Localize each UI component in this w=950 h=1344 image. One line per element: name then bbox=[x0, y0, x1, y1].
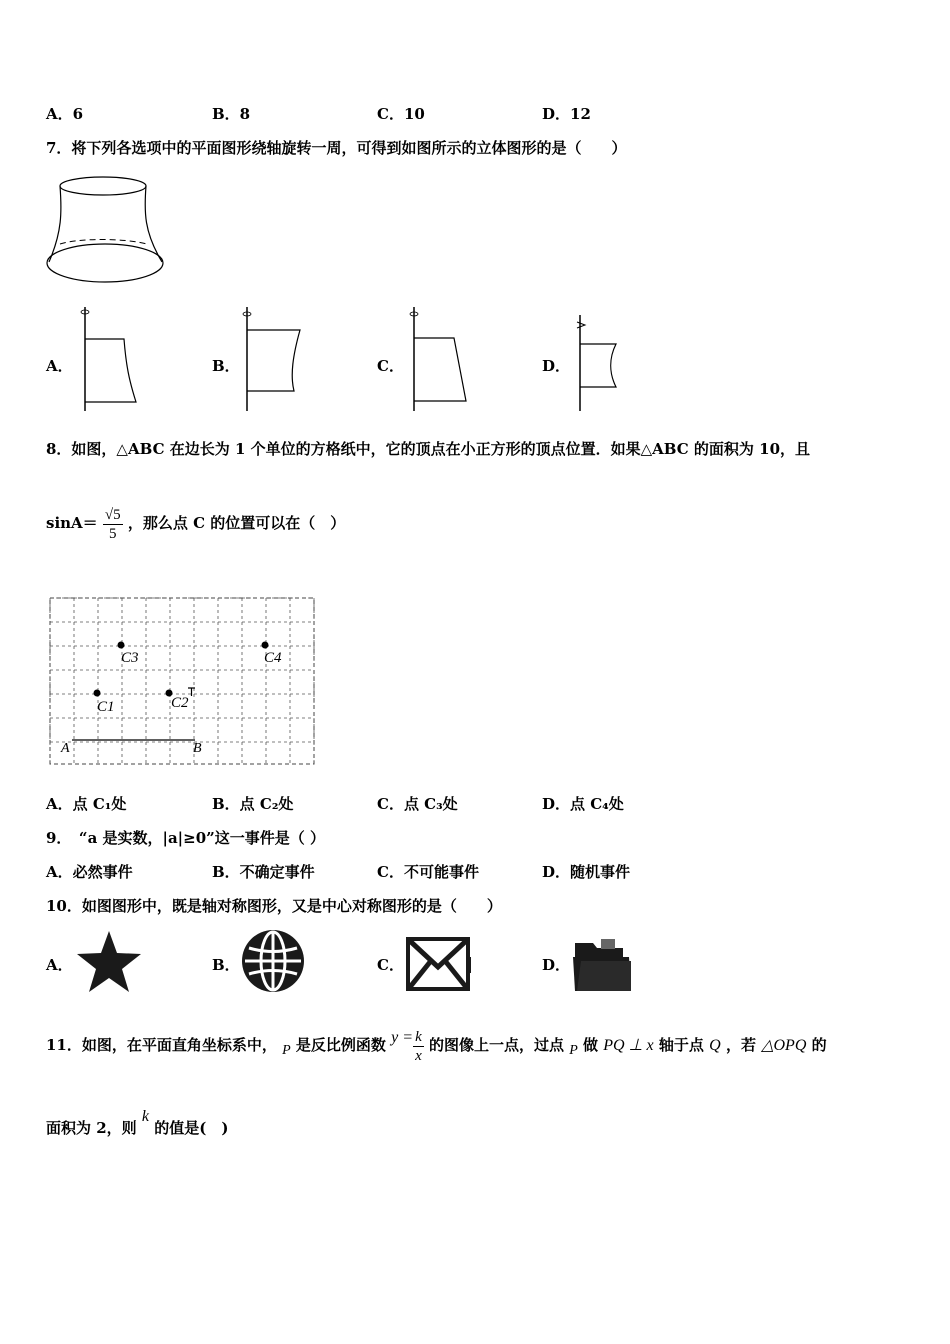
q11-part5: 轴于点 bbox=[658, 1036, 704, 1054]
q8-frac-num: √5 bbox=[104, 506, 121, 523]
q11-part6: ，若 bbox=[725, 1036, 756, 1054]
envelope-icon bbox=[406, 933, 472, 995]
q6-option-a: A．6 bbox=[46, 105, 84, 123]
q8-frac-den: 5 bbox=[109, 525, 117, 542]
q7-figure-c bbox=[405, 305, 475, 413]
q11-k-over-x bbox=[413, 1028, 424, 1065]
q10-question: 10．如图图形中，既是轴对称图形，又是中心对称图形的是（ ） bbox=[46, 897, 502, 915]
q7-question: 7．将下列各选项中的平面图形绕轴旋转一周，可得到如图所示的立体图形的是（ ） bbox=[46, 139, 627, 157]
q11-triangle-opq: △OPQ bbox=[761, 1037, 807, 1054]
q8-sin-fraction bbox=[103, 506, 123, 543]
q9-option-c: C．不可能事件 bbox=[377, 863, 479, 881]
q8-label-b: B bbox=[193, 741, 202, 756]
q11-y-eq: y = bbox=[391, 1029, 414, 1046]
q11-frac-k: k bbox=[415, 1028, 422, 1045]
q11-var-p1: P bbox=[282, 1043, 291, 1058]
q8-label-c3: C3 bbox=[121, 650, 139, 666]
q7-figure-b bbox=[238, 305, 308, 413]
q11-part7: 的 bbox=[811, 1036, 827, 1054]
q7-option-d: D． bbox=[542, 357, 571, 375]
q11-var-p2: P bbox=[569, 1043, 578, 1058]
q8-option-c: C．点 C₃处 bbox=[377, 795, 458, 813]
q10-option-a: A． bbox=[46, 956, 73, 974]
q11-part1: 11．如图，在平面直角坐标系中， bbox=[46, 1036, 277, 1054]
q11-question-line1 bbox=[46, 1018, 827, 1074]
q8-point-c3 bbox=[118, 642, 125, 649]
q8-question-line2 bbox=[46, 505, 345, 543]
q8-option-a: A．点 C₁处 bbox=[46, 795, 127, 813]
q11-frac-x: x bbox=[415, 1047, 422, 1064]
q11-part4: 做 bbox=[583, 1036, 599, 1054]
q6-option-d: D．12 bbox=[542, 105, 591, 123]
q8-line2-suffix: ，那么点 C 的位置可以在（ ） bbox=[127, 514, 346, 532]
q8-point-c1 bbox=[94, 690, 101, 697]
q7-option-b: B． bbox=[212, 357, 240, 375]
q8-label-c2: C2 bbox=[171, 695, 189, 711]
q7-solid-figure bbox=[44, 172, 169, 290]
q7-figure-d bbox=[571, 313, 631, 413]
q7-option-c: C． bbox=[377, 357, 404, 375]
q8-label-c4: C4 bbox=[264, 650, 282, 666]
q9-question: 9． “a 是实数，|a|≥0”这一事件是（ ） bbox=[46, 829, 325, 847]
q8-grid-lines bbox=[50, 598, 314, 764]
globe-icon bbox=[240, 928, 306, 996]
q8-label-a: A bbox=[61, 741, 70, 756]
q6-option-c: C．10 bbox=[377, 105, 425, 123]
q11-part3: 的图像上一点，过点 bbox=[428, 1036, 564, 1054]
q9-option-a: A．必然事件 bbox=[46, 863, 133, 881]
q11-var-k: k bbox=[141, 1108, 150, 1125]
q11-line2-a: 面积为 2，则 bbox=[46, 1119, 137, 1137]
folder-icon bbox=[571, 935, 635, 995]
q9-option-b: B．不确定事件 bbox=[212, 863, 315, 881]
q8-sin-prefix: sinA＝ bbox=[46, 514, 98, 532]
q8-grid-figure bbox=[50, 598, 314, 764]
star-icon bbox=[75, 928, 143, 996]
q8-option-b: B．点 C₂处 bbox=[212, 795, 294, 813]
q11-part2: 是反比例函数 bbox=[295, 1036, 386, 1054]
q11-line2-b: 的值是( ) bbox=[154, 1119, 229, 1137]
q9-option-d: D．随机事件 bbox=[542, 863, 631, 881]
q11-question-line2 bbox=[46, 1108, 228, 1149]
q10-option-c: C． bbox=[377, 956, 404, 974]
q8-label-c1: C1 bbox=[97, 699, 115, 715]
q8-point-c4 bbox=[262, 642, 269, 649]
q7-figure-a bbox=[76, 305, 141, 413]
q10-option-b: B． bbox=[212, 956, 240, 974]
q8-question-line1: 8．如图，△ABC 在边长为 1 个单位的方格纸中，它的顶点在小正方形的顶点位置．如果△ABC 的面积为 10，且 bbox=[46, 440, 811, 458]
q10-option-d: D． bbox=[542, 956, 571, 974]
q8-option-d: D．点 C₄处 bbox=[542, 795, 624, 813]
grid-border bbox=[50, 598, 314, 764]
q11-var-q: Q bbox=[709, 1037, 721, 1054]
q6-option-b: B．8 bbox=[212, 105, 251, 123]
q11-pq-perp: PQ ⊥ x bbox=[603, 1037, 654, 1054]
q7-option-a: A． bbox=[46, 357, 73, 375]
